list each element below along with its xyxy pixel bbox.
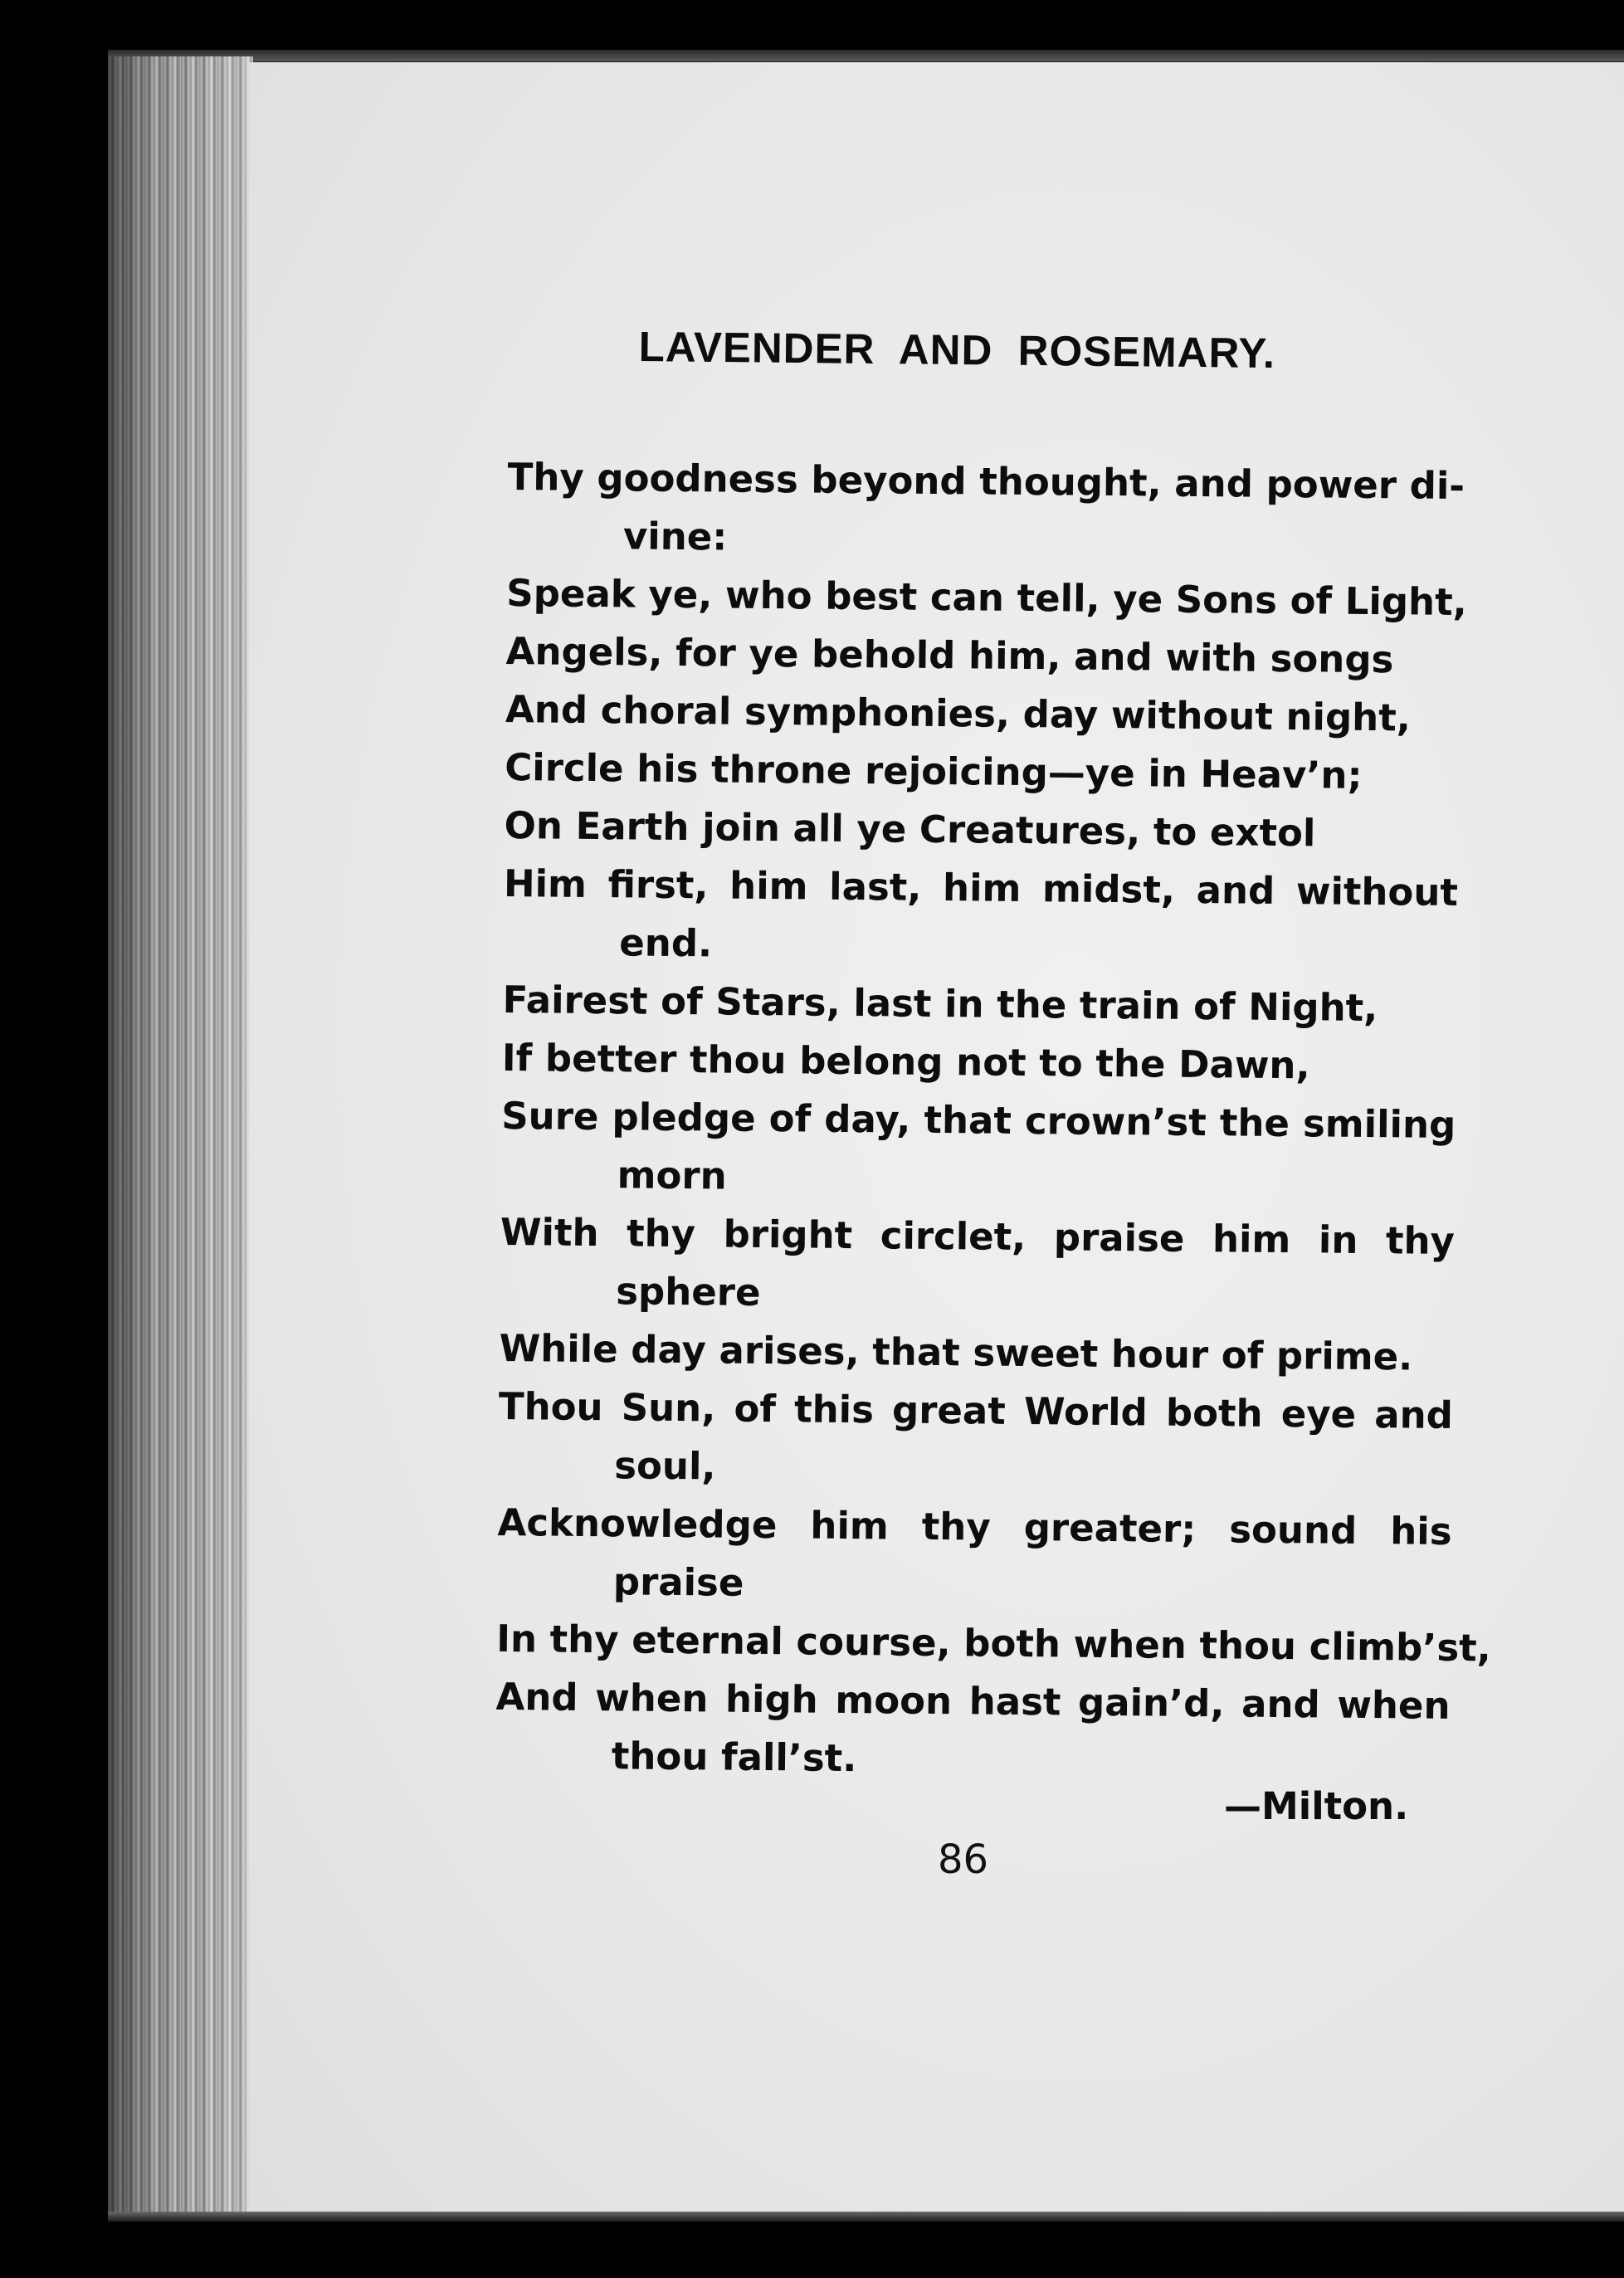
poem-line: Fairest of Stars, last in the train of Night, [502,977,1378,1031]
poem-line: And choral symphonies, day without night, [505,686,1412,740]
poem-line: Sure pledge of day, that crown’st the smiling [501,1093,1456,1148]
poem-line: In thy eternal course, both when thou climb’st, [495,1616,1492,1671]
poem-line: Thou Sun, of this great World both eye and [498,1383,1454,1437]
book-bottom-edge [108,2212,1624,2222]
poem-body [495,448,1492,1793]
page-number: 86 [938,1837,989,1883]
poem-line: If better thou belong not to the Dawn, [501,1035,1310,1088]
poem-line: end. [619,920,713,966]
running-header: LAVENDER AND ROSEMARY. [638,322,1276,378]
poem-line: Him first, him last, him midst, and without [503,861,1459,915]
poem-line: Circle his throne rejoicing—ye in Heav’n; [505,744,1363,798]
book-spine-shading [108,56,253,2214]
poem-attribution: —Milton. [1224,1784,1409,1828]
poem-line: Acknowledge him thy greater; sound his [497,1500,1452,1554]
poem-line: While day arises, that sweet hour of prime. [499,1325,1413,1379]
poem-line: Speak ye, who best can tell, ye Sons of Light, [506,570,1467,625]
poem-line: With thy bright circlet, praise him in thy [500,1209,1456,1263]
poem-line: vine: [622,514,728,559]
poem-line: soul, [613,1443,716,1489]
poem-line: On Earth join all ye Creatures, to extol [504,802,1316,856]
poem-line: praise [612,1559,744,1605]
book-top-edge [108,50,1624,61]
poem-line: morn [617,1153,727,1198]
poem-line: sphere [616,1269,761,1315]
poem-line: And when high moon hast gain’d, and when [495,1674,1451,1728]
poem-line: thou fall’st. [611,1734,857,1781]
poem-line: Angels, for ye behold him, and with songs [505,628,1394,682]
poem-line: Thy goodness beyond thought, and power di- [507,454,1466,509]
